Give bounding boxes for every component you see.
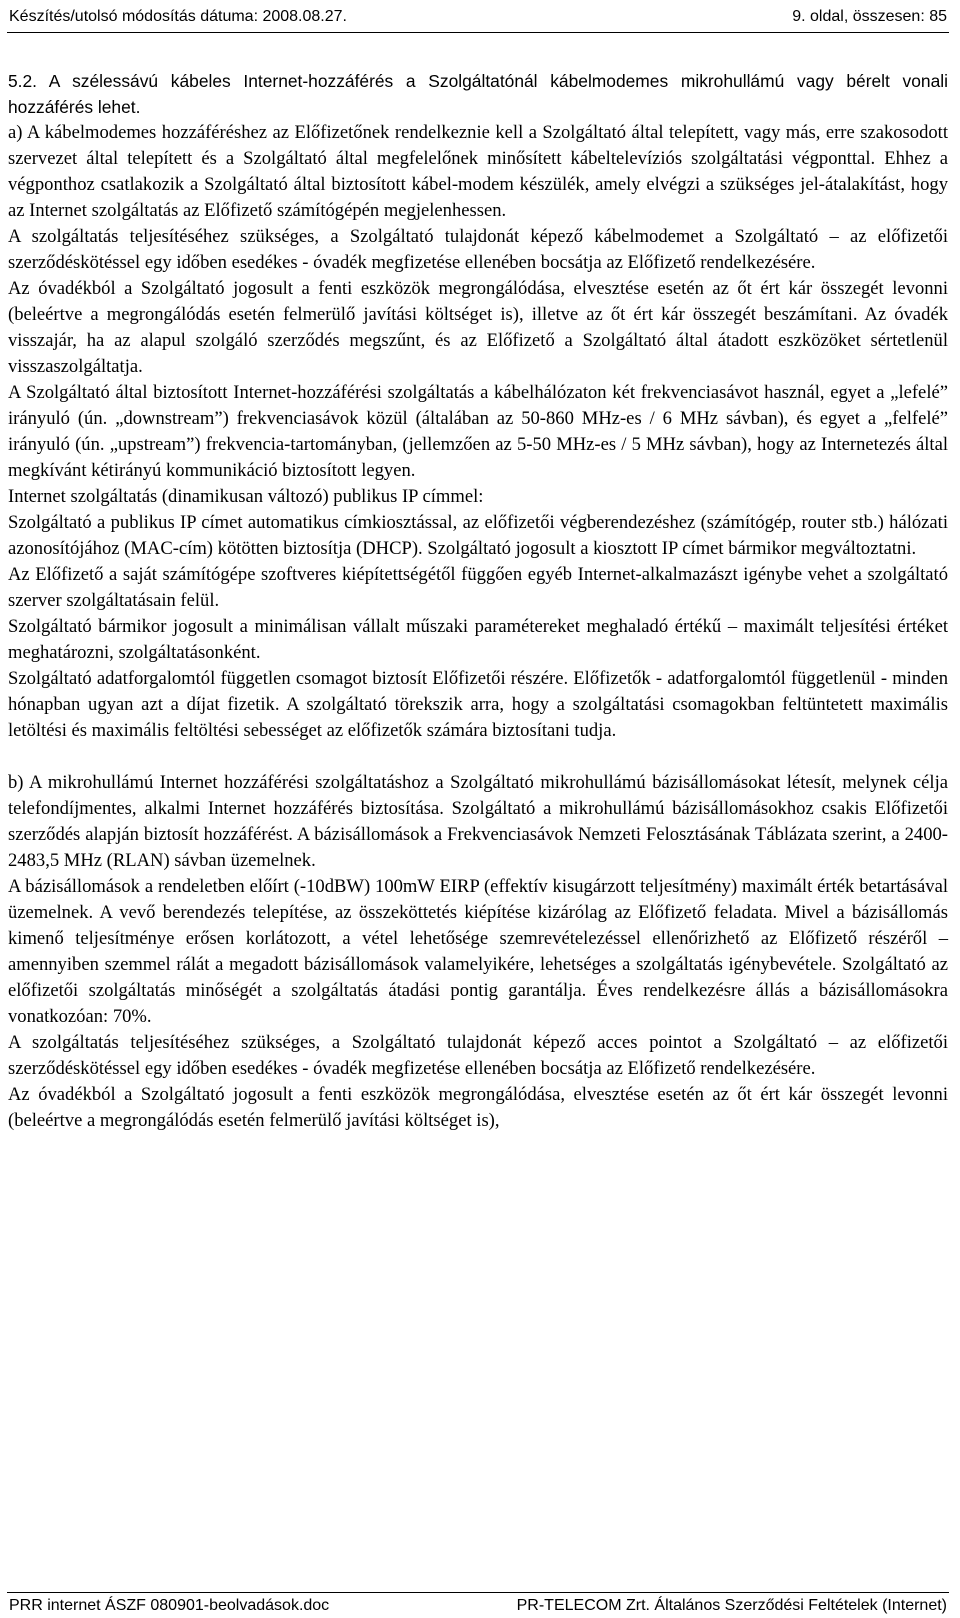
- header-page-number: 9. oldal, összesen: 85: [792, 8, 947, 25]
- header-divider: [7, 32, 949, 33]
- paragraph: A szolgáltatás teljesítéséhez szükséges, a Szolgáltató tulajdonát képező kábelmodemet a Szolgáltató – az előfizetői szerződéskötéssel egy időben esedékes - óvadék megfizetése ellenében bocsátja az Előfizető rendelkezésére.: [8, 226, 948, 273]
- page-footer: [9, 1596, 947, 1618]
- paragraph: Szolgáltató a publikus IP címet automatikus címkiosztással, az előfizetői végberendezéshez (számítógép, router stb.) hálózati azonosítójához (MAC-cím) kötötten biztosítja (DHCP). Szolgáltató jogosult a kiosztott IP címet bármikor megváltoztatni.: [8, 512, 948, 559]
- header-date: Készítés/utolsó módosítás dátuma: 2008.08.27.: [9, 8, 347, 25]
- paragraph: Az Előfizető a saját számítógépe szoftveres kiépítettségétől függően egyéb Internet-alkalmazászt igénybe vehet a szolgáltató szerver szolgáltatásain felül.: [8, 564, 948, 611]
- paragraph: Szolgáltató bármikor jogosult a minimálisan vállalt műszaki paramétereket meghaladó értékű – maximált teljesítési értéket meghatározni, szolgáltatásonként.: [8, 616, 948, 663]
- paragraph: Internet szolgáltatás (dinamikusan változó) publikus IP címmel:: [8, 486, 484, 507]
- paragraph: Az óvadékból a Szolgáltató jogosult a fenti eszközök megrongálódása, elvesztése esetén az őt ért kár összegét levonni (beleértve a megrongálódás esetén felmerülő javítási költséget is),: [8, 1084, 948, 1131]
- footer-filename: PRR internet ÁSZF 080901-beolvadások.doc: [9, 1597, 330, 1614]
- paragraph: Szolgáltató adatforgalomtól független csomagot biztosít Előfizetői részére. Előfizetők - adatforgalomtól függetlenül - minden hónapban ugyan azt a díjat fizetik. A szolgáltató törekszik arra, hogy a szolgáltatási csomagokban feltüntetett maximális letöltési és maximális feltöltési sebességet az előfizetők számára biztosítani tudja.: [8, 668, 948, 741]
- paragraph: A bázisállomások a rendeletben előírt (-10dBW) 100mW EIRP (effektív kisugárzott teljesítmény) maximált érték betartásával üzemelnek. A vevő berendezés telepítése, az összeköttetés kiépítése kizárólag az Előfizető feladata. Mivel a bázisállomás kimenő teljesítménye erősen korlátozott, a vétel lehetősége szemrevételezéssel ellenőrizhető az Előfizető részéről – amennyiben szemmel rálát a megadott bázisállomások valamelyikére, lehetséges a szolgáltatás igénybevétele. Szolgáltató az előfizetői szolgáltatás minőségét a szolgáltatás átadási pontig garantálja. Éves rendelkezésre állás a bázisállomásokra vonatkozóan: 70%.: [8, 876, 948, 1027]
- paragraph: A szolgáltatás teljesítéséhez szükséges, a Szolgáltató tulajdonát képező acces pointot a Szolgáltató – az előfizetői szerződéskötéssel egy időben esedékes - óvadék megfizetése ellenében bocsátja az Előfizető rendelkezésére.: [8, 1032, 948, 1079]
- footer-divider: [7, 1592, 949, 1593]
- paragraph: A Szolgáltató által biztosított Internet-hozzáférési szolgáltatás a kábelhálózaton két frekvenciasávot használ, egyet a „lefelé” irányuló (ún. „downstream”) frekvenciasávok közül (általában az 50-860 MHz-es / 6 MHz sávban), és egyet a „felfelé” irányuló (ún. „upstream”) frekvencia-tartományban, (jellemzően az 5-50 MHz-es / 5 MHz sávban), hogy az Internetezés által megkívánt kétirányú kommunikáció biztosított legyen.: [8, 382, 948, 481]
- paragraph: Az óvadékból a Szolgáltató jogosult a fenti eszközök megrongálódása, elvesztése esetén az őt ért kár összegét levonni (beleértve a megrongálódás esetén felmerülő javítási költséget is), illetve az őt ért kár összegét beszámítani. Az óvadék visszajár, ha az alapul szolgáló szerződés megszűnt, és az Előfizető a Szolgáltató által átadott eszközöket sértetlenül visszaszolgáltatja.: [8, 278, 948, 377]
- section-heading: 5.2. A szélessávú kábeles Internet-hozzáférés a Szolgáltatónál kábelmodemes mikrohullámú vagy bérelt vonali hozzáférés lehet.: [8, 71, 948, 117]
- page-header: [9, 6, 947, 28]
- paragraph: a) A kábelmodemes hozzáféréshez az Előfizetőnek rendelkeznie kell a Szolgáltató által telepített, vagy más, erre szakosodott szervezet által telepített és a Szolgáltató által megfelelőnek minősített kábeltelevíziós szolgáltatási végponttal. Ehhez a végponthoz csatlakozik a Szolgáltató által biztosított kábel-modem készülék, amely elvégzi a szükséges jel-átalakítást, hogy az Internet szolgáltatás az Előfizető számítógépén megjelenhessen.: [8, 122, 948, 221]
- paragraph: b) A mikrohullámú Internet hozzáférési szolgáltatáshoz a Szolgáltató mikrohullámú bázisállomásokat létesít, melynek célja telefondíjmentes, alkalmi Internet hozzáférés biztosítása. Szolgáltató a mikrohullámú bázisállomásokhoz csakis Előfizetői szerződés alapján biztosít hozzáférést. A bázisállomások a Frekvenciasávok Nemzeti Felosztásának Táblázata szerint, a 2400-2483,5 MHz (RLAN) sávban üzemelnek.: [8, 772, 948, 871]
- footer-document-title: PR-TELECOM Zrt. Általános Szerződési Feltételek (Internet): [516, 1597, 947, 1614]
- document-body: [8, 68, 948, 1134]
